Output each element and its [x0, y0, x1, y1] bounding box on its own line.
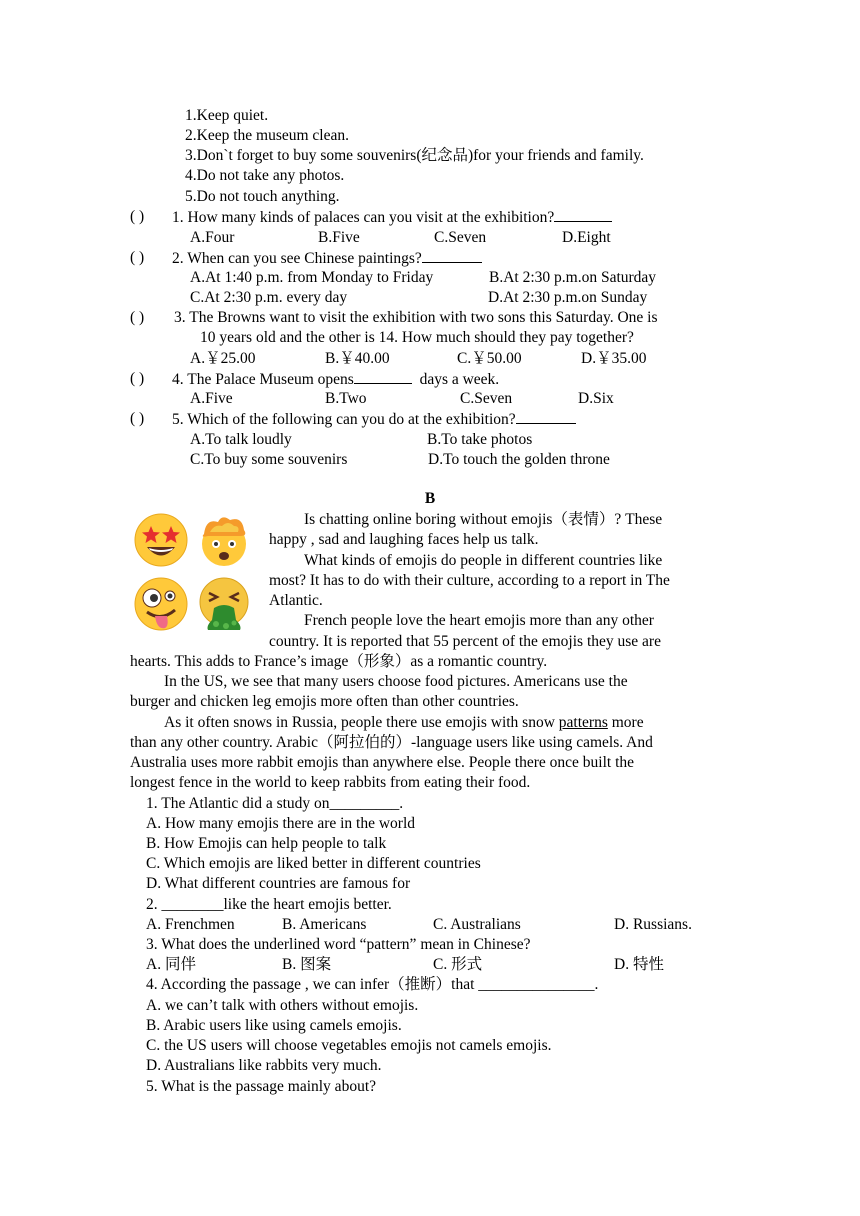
b-q4-option-c[interactable]: C. the US users will choose vegetables emojis not camels emojis. [146, 1037, 552, 1054]
passage-line-6: French people love the heart emojis more than any other [304, 612, 654, 629]
rule-4: 4.Do not take any photos. [185, 167, 345, 184]
q1-option-d[interactable]: D.Eight [562, 229, 611, 246]
q4-option-c[interactable]: C.Seven [460, 390, 513, 407]
exploding-head-emoji [196, 512, 252, 568]
q2-option-a[interactable]: A.At 1:40 p.m. from Monday to Friday [190, 269, 434, 286]
b-q1-option-b[interactable]: B. How Emojis can help people to talk [146, 835, 387, 852]
q3-paren[interactable]: ( ) [130, 309, 145, 326]
q5-option-d[interactable]: D.To touch the golden throne [428, 451, 610, 468]
star-struck-emoji [133, 512, 189, 568]
b-q2-option-b[interactable]: B. Americans [282, 916, 367, 933]
q4-option-a[interactable]: A.Five [190, 390, 233, 407]
rule-3: 3.Don`t forget to buy some souvenirs(纪念品)for your friends and family. [185, 147, 644, 164]
b-q4-option-b[interactable]: B. Arabic users like using camels emojis. [146, 1017, 402, 1034]
passage-line-11: As it often snows in Russia, people there use emojis with snow patterns more [164, 714, 644, 731]
q2-option-d[interactable]: D.At 2:30 p.m.on Sunday [488, 289, 648, 306]
b-q4-option-d[interactable]: D. Australians like rabbits very much. [146, 1057, 382, 1074]
vomiting-face-emoji [196, 576, 252, 632]
q1-stem: 1. How many kinds of palaces can you visit at the exhibition? [172, 207, 612, 228]
q3-stem-line2: 10 years old and the other is 14. How much should they pay together? [200, 329, 634, 346]
q4-option-d[interactable]: D.Six [578, 390, 614, 407]
q1-option-b[interactable]: B.Five [318, 229, 360, 246]
passage-line-7: country. It is reported that 55 percent of the emojis they use are [269, 633, 661, 650]
q4-paren[interactable]: ( ) [130, 370, 145, 387]
b-q3-option-c[interactable]: C. 形式 [433, 956, 483, 973]
q2-option-b[interactable]: B.At 2:30 p.m.on Saturday [489, 269, 657, 286]
b-q2-stem: 2. ________like the heart emojis better. [146, 896, 392, 913]
b-q4-option-a[interactable]: A. we can’t talk with others without emojis. [146, 997, 419, 1014]
q3-option-b[interactable]: B.￥40.00 [325, 350, 390, 367]
q2-paren[interactable]: ( ) [130, 249, 145, 266]
q5-option-b[interactable]: B.To take photos [427, 431, 533, 448]
b-q1-stem: 1. The Atlantic did a study on_________. [146, 795, 404, 812]
b-q3-stem: 3. What does the underlined word “pattern” mean in Chinese? [146, 936, 531, 953]
q5-paren[interactable]: ( ) [130, 410, 145, 427]
q1-paren[interactable]: ( ) [130, 208, 145, 225]
passage-line-12: than any other country. Arabic（阿拉伯的）-language users like using camels. And [130, 734, 653, 751]
q3-stem: 3. The Browns want to visit the exhibition with two sons this Saturday. One is [174, 309, 658, 326]
b-q1-option-c[interactable]: C. Which emojis are liked better in different countries [146, 855, 481, 872]
q1-option-c[interactable]: C.Seven [434, 229, 487, 246]
q5-option-a[interactable]: A.To talk loudly [190, 431, 292, 448]
passage-line-3: What kinds of emojis do people in different countries like [304, 552, 663, 569]
passage-line-5: Atlantic. [269, 592, 323, 609]
passage-line-9: In the US, we see that many users choose food pictures. Americans use the [164, 673, 628, 690]
b-q1-option-d[interactable]: D. What different countries are famous for [146, 875, 411, 892]
q5-stem: 5. Which of the following can you do at the exhibition? [172, 409, 576, 430]
passage-line-1: Is chatting online boring without emojis（表情）? These [304, 511, 663, 528]
q4-option-b[interactable]: B.Two [325, 390, 367, 407]
b-q2-option-d[interactable]: D. Russians. [614, 916, 692, 933]
b-q4-stem: 4. According the passage , we can infer（推断）that _______________. [146, 976, 599, 993]
q3-option-c[interactable]: C.￥50.00 [457, 350, 522, 367]
rule-1: 1.Keep quiet. [185, 107, 269, 124]
rule-2: 2.Keep the museum clean. [185, 127, 349, 144]
passage-line-4: most? It has to do with their culture, according to a report in The [269, 572, 670, 589]
q1-option-a[interactable]: A.Four [190, 229, 235, 246]
q3-option-d[interactable]: D.￥35.00 [581, 350, 647, 367]
underlined-word-patterns: patterns [558, 714, 608, 731]
b-q3-option-d[interactable]: D. 特性 [614, 956, 664, 973]
passage-line-13: Australia uses more rabbit emojis than anywhere else. People there once built the [130, 754, 635, 771]
q5-option-c[interactable]: C.To buy some souvenirs [190, 451, 348, 468]
q3-option-a[interactable]: A.￥25.00 [190, 350, 256, 367]
b-q5-stem: 5. What is the passage mainly about? [146, 1078, 377, 1095]
q2-option-c[interactable]: C.At 2:30 p.m. every day [190, 289, 348, 306]
zany-face-emoji [133, 576, 189, 632]
b-q3-option-b[interactable]: B. 图案 [282, 956, 332, 973]
passage-line-8: hearts. This adds to France’s image（形象）as a romantic country. [130, 653, 548, 670]
b-q1-option-a[interactable]: A. How many emojis there are in the world [146, 815, 416, 832]
rule-5: 5.Do not touch anything. [185, 188, 340, 205]
q4-stem: 4. The Palace Museum opens days a week. [172, 371, 500, 388]
q2-stem: 2. When can you see Chinese paintings? [172, 248, 482, 269]
b-q2-option-a[interactable]: A. Frenchmen [146, 916, 235, 933]
section-b-heading: B [424, 490, 436, 507]
b-q3-option-a[interactable]: A. 同伴 [146, 956, 196, 973]
passage-line-10: burger and chicken leg emojis more often than other countries. [130, 693, 519, 710]
passage-line-14: longest fence in the world to keep rabbits from eating their food. [130, 774, 531, 791]
b-q2-option-c[interactable]: C. Australians [433, 916, 521, 933]
passage-line-2: happy , sad and laughing faces help us talk. [269, 531, 539, 548]
